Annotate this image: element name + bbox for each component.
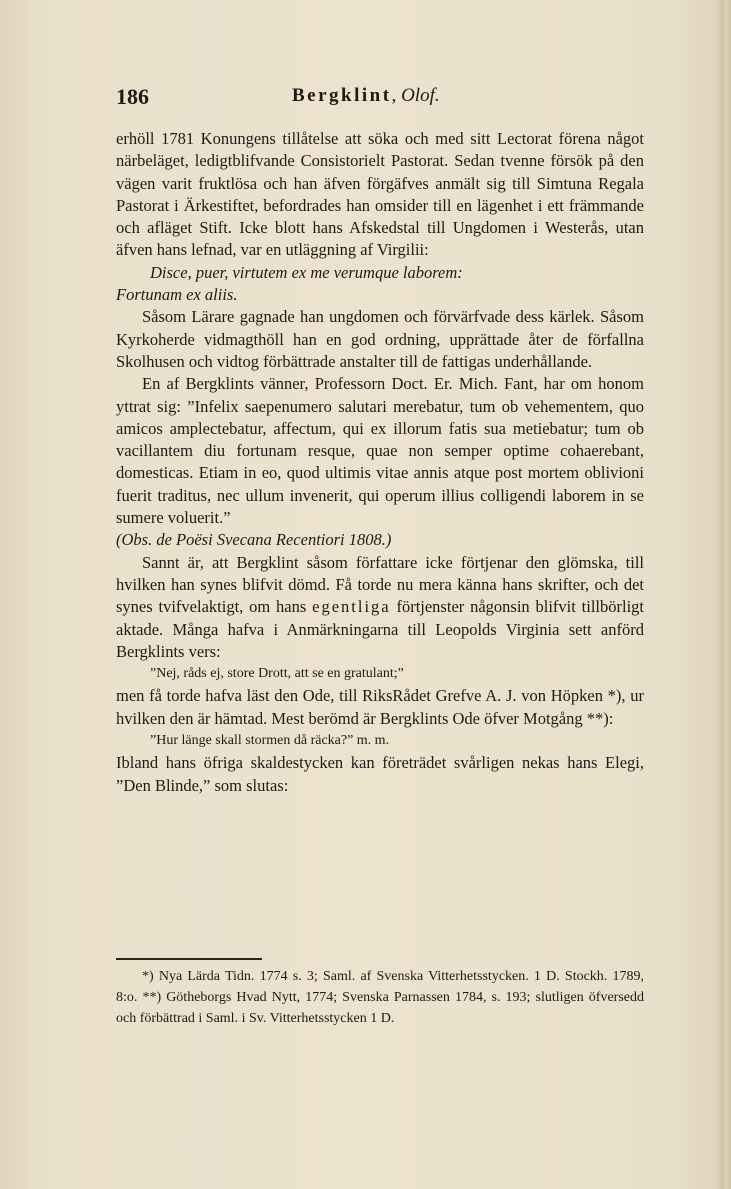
running-head-given-name: Olof. [401,85,440,106]
page-header [116,84,636,112]
paragraph: Ibland hans öfriga skaldestycken kan företrädet svårligen nekas hans Elegi, ”Den Blinde,” som slutas: [116,753,644,795]
latin-quote-line-2: Fortunam ex aliis. [116,285,238,305]
body-text [116,128,644,797]
paragraph-text-part: Sannt är, att Bergklint såsom författare icke förtjenar den glömska, till hvilken han synes blifvit dömd. Få torde nu mera känna hans skrifter, och det synes tvifvelaktigt, om hans [116,552,644,617]
footnote: *) Nya Lärda Tidn. 1774 s. 3; Saml. af Svenska Vitterhetsstycken. 1 D. Stockh. 1789, 8:o. **) Götheborgs Hvad Nytt, 1774; Svenska Parnassen 1784, s. 193; slutligen öfversedd och förbättrad i Saml. i Sv. Vitterhetsstycken 1 D. [116,969,644,1026]
spaced-emphasis: egentliga [312,597,391,617]
paragraph: men få torde hafva läst den Ode, till RiksRådet Grefve A. J. von Höpken *), ur hvilken den är hämtad. Mest berömd är Bergklints Ode öfver Motgång **): [116,686,644,728]
running-head: Bergklint, Olof. [292,85,440,106]
page-edge [717,0,731,1189]
paragraph: Såsom Lärare gagnade han ungdomen och förvärfvade dess kärlek. Såsom Kyrkoherde vidmagthöll han en god ordning, upprättade åter de förfallna Skolhusen och vidtog förbättrade anstalter till de fattigas underhållande. [116,307,644,371]
running-head-name: Bergklint [292,85,392,106]
paragraph-text-part: förtjenster någonsin blifvit tillbörligt aktade. Många hafva i Anmärkningarna till Leopolds Virginia sett anförd Bergklints vers: [116,597,645,661]
paragraph [116,552,644,663]
verse-quote: ”Hur länge skall stormen då räcka?” m. m. [150,733,390,749]
paragraph: erhöll 1781 Konungens tillåtelse att söka och med sitt Lectorat förena något närbeläget, ledigtblifvande Consistorielt Pastorat. Sedan tvenne försök på den vägen varit fruktlösa och han äfven förgäfves anmält sig till Simtuna Regala Pastorat i Ärkestiftet, befordrades han omsider till en lägenhet i ett främmande och afläget Stift. Icke blott hans Afskedstal till Ungdomen i Westerås, utan äfven hans lefnad, var en utläggning af Virgilii: [116,129,644,260]
page-number: 186 [116,84,149,109]
footnote-rule [116,958,262,960]
latin-quote-line-1: Disce, puer, virtutem ex me verumque laborem: [150,262,463,282]
footnotes [116,966,644,1029]
paragraph: En af Bergklints vänner, Professorn Doct. Er. Mich. Fant, har om honom yttrat sig: ”Infelix saepenumero salutari merebatur, tum ob vehementem, quo amicos amplectebatur, affectum, qui ex illorum fatis sua metiebatur; tum ob vacillantem diu fortunam resque, quae non semper optime cohaerebant, domesticas. Etiam in eo, quod ultimis vitae annis atque post mortem oblivioni fuerit traditus, nec ullum invenerit, qui operum illius colligendi laborem in se sumere voluerit.” [116,374,644,528]
citation: (Obs. de Poësi Svecana Recentiori 1808.) [116,530,392,550]
verse-quote: ”Nej, råds ej, store Drott, att se en gratulant;” [150,666,404,682]
